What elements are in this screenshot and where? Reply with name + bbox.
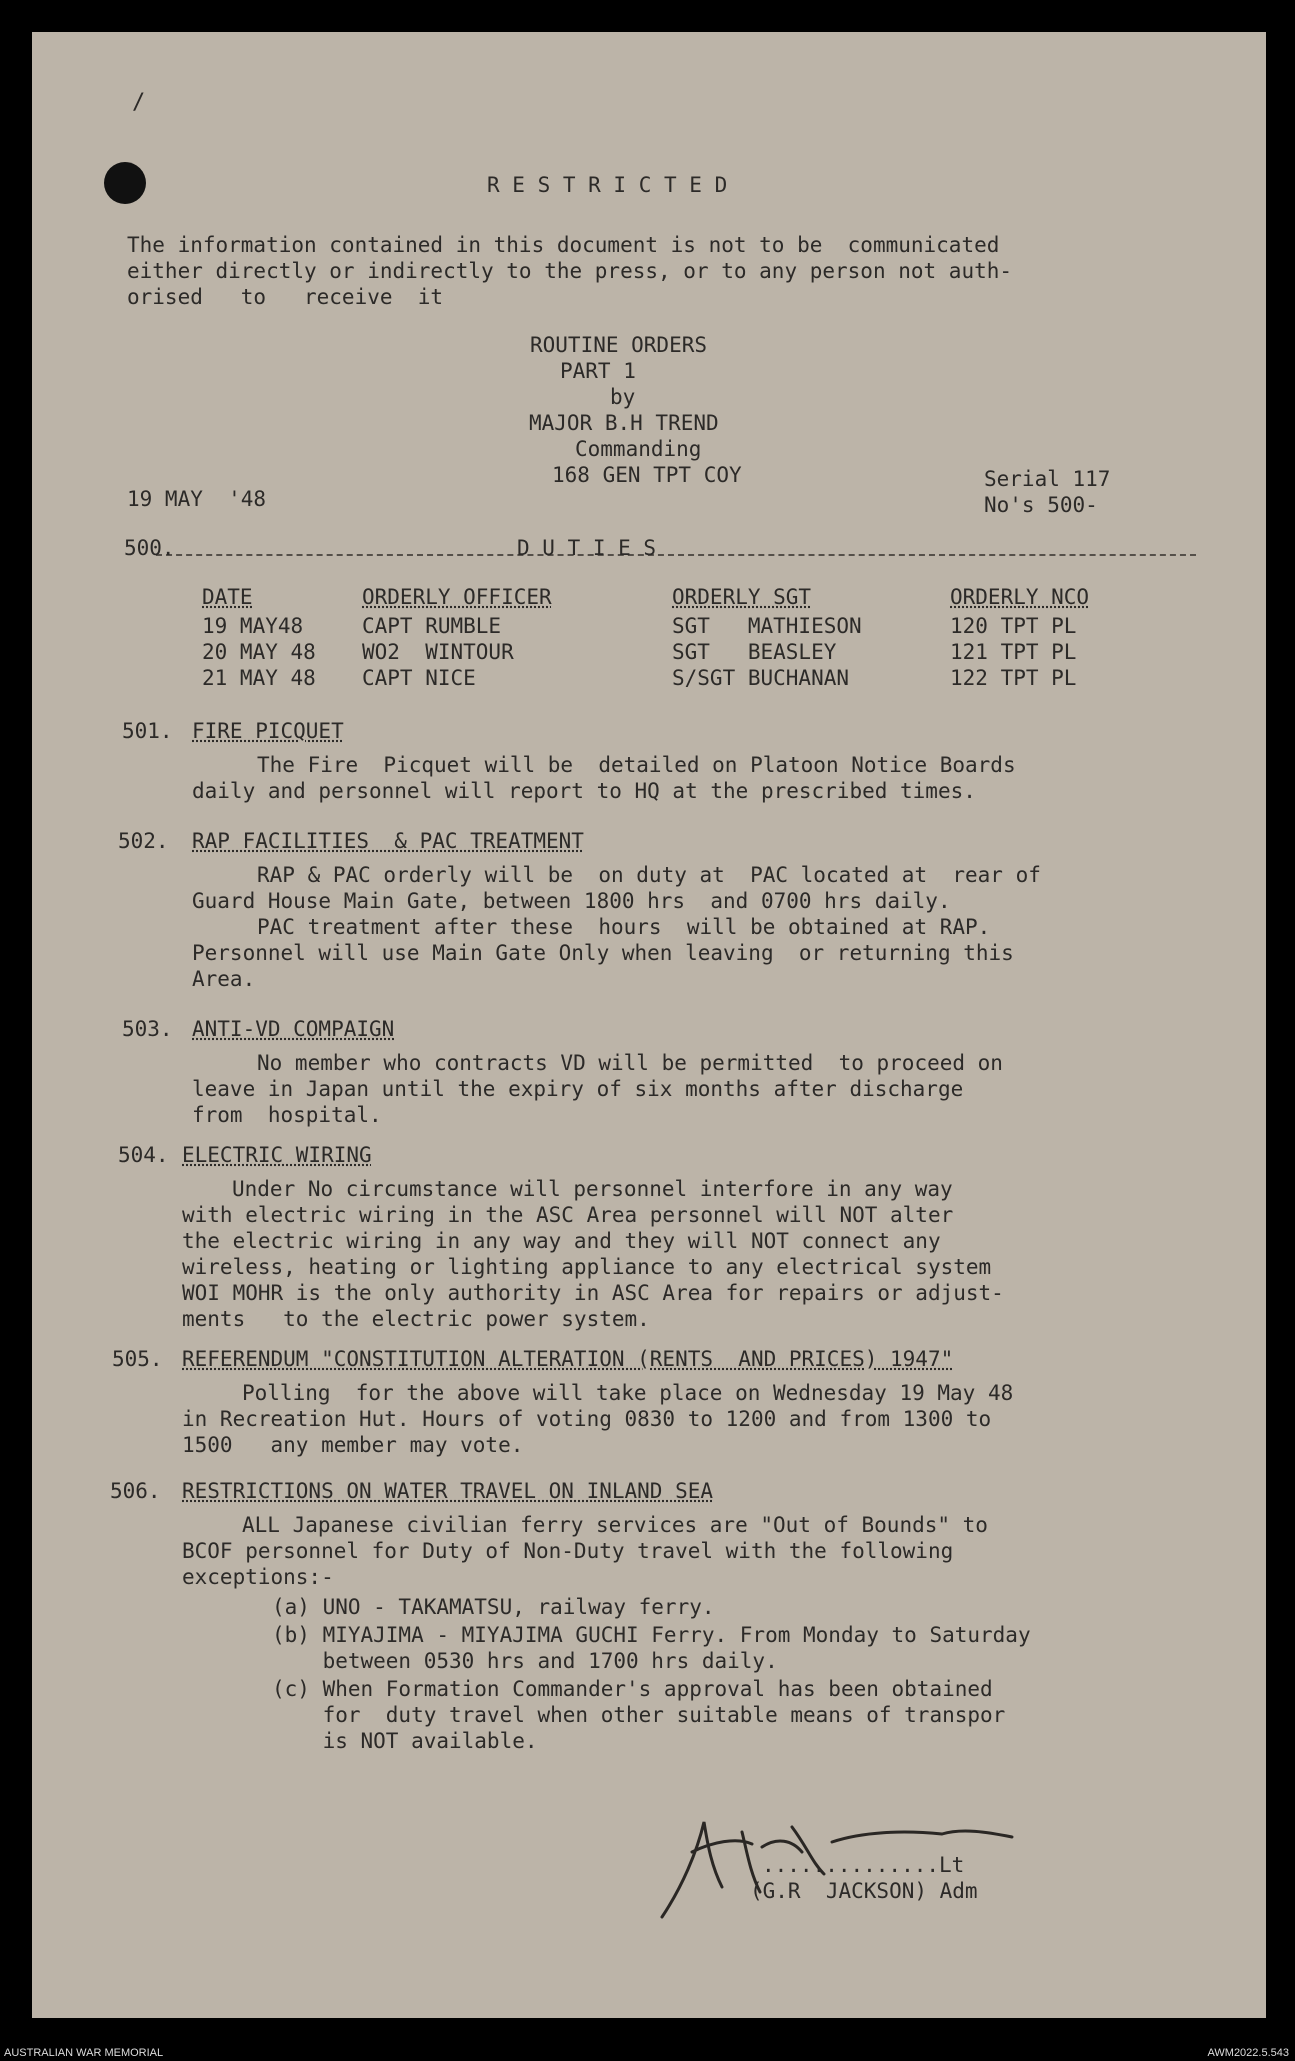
signature-line: ..............Lt (762, 1853, 965, 1877)
notice-line-2: either directly or indirectly to the press, or to any person not auth- (127, 259, 1013, 283)
serial-number: Serial 117 (984, 467, 1111, 491)
title-line-4: MAJOR B.H TREND (529, 411, 719, 435)
footer-institution: AUSTRALIAN WAR MEMORIAL (4, 2047, 164, 2059)
duty-row-2-officer: WO2 WINTOUR (362, 640, 514, 664)
order-numbers: No's 500- (984, 493, 1098, 517)
order-506-exception-c-2: for duty travel when other suitable means of transpor (272, 1703, 1006, 1727)
order-502-number: 502. (118, 829, 169, 853)
signatory-name: (G.R JACKSON) Adm (750, 1879, 978, 1903)
order-503-heading: ANTI-VD COMPAIGN (192, 1017, 395, 1041)
order-502-line-5: Area. (192, 967, 256, 991)
order-505-line-2: in Recreation Hut. Hours of voting 0830 to 1200 and from 1300 to (182, 1407, 992, 1431)
order-502-line-3: PAC treatment after these hours will be obtained at RAP. (257, 915, 991, 939)
order-501-number: 501. (122, 719, 173, 743)
order-506-line-1: ALL Japanese civilian ferry services are "Out of Bounds" to (242, 1513, 988, 1537)
duty-row-2-sgt: SGT BEASLEY (672, 640, 837, 664)
order-504-heading: ELECTRIC WIRING (182, 1143, 372, 1167)
order-506-exception-c-1: (c) When Formation Commander's approval has been obtained (272, 1677, 993, 1701)
order-501-line-1: The Fire Picquet will be detailed on Platoon Notice Boards (257, 753, 1016, 777)
order-502-heading: RAP FACILITIES & PAC TREATMENT (192, 829, 584, 853)
order-504-line-3: the electric wiring in any way and they will NOT connect any (182, 1229, 941, 1253)
order-505-heading: REFERENDUM "CONSTITUTION ALTERATION (RENTS AND PRICES) 1947" (182, 1347, 954, 1371)
document-page (32, 32, 1266, 2018)
duty-row-3-sgt: S/SGT BUCHANAN (672, 666, 850, 690)
order-504-number: 504. (118, 1143, 169, 1167)
footer-accession-number: AWM2022.5.543 (1207, 2047, 1289, 2059)
order-504-line-6: ments to the electric power system. (182, 1307, 650, 1331)
order-506-exception-b-2: between 0530 hrs and 1700 hrs daily. (272, 1649, 778, 1673)
title-line-1: ROUTINE ORDERS (530, 333, 708, 357)
order-506-exception-c-3: is NOT available. (272, 1729, 538, 1753)
margin-mark: / (132, 90, 146, 115)
notice-line-3: orised to receive it (127, 285, 444, 309)
duty-row-1-officer: CAPT RUMBLE (362, 614, 502, 638)
order-502-line-1: RAP & PAC orderly will be on duty at PAC located at rear of (257, 863, 1041, 887)
duties-heading: D U T I E S (517, 536, 657, 560)
order-506-line-3: exceptions:- (182, 1565, 334, 1589)
order-506-line-2: BCOF personnel for Duty of Non-Duty travel with the following (182, 1539, 954, 1563)
title-line-5: Commanding (575, 437, 702, 461)
duties-number: 500. (124, 536, 175, 560)
order-506-exception-a: (a) UNO - TAKAMATSU, railway ferry. (272, 1595, 715, 1619)
order-503-number: 503. (122, 1017, 173, 1041)
notice-line-1: The information contained in this document is not to be communicated (127, 233, 1000, 257)
order-506-number: 506. (110, 1479, 161, 1503)
order-506-exception-b-1: (b) MIYAJIMA - MIYAJIMA GUCHI Ferry. From Monday to Saturday (272, 1623, 1031, 1647)
order-date: 19 MAY '48 (127, 487, 267, 511)
order-501-heading: FIRE PICQUET (192, 719, 344, 743)
order-505-line-1: Polling for the above will take place on Wednesday 19 May 48 (242, 1381, 1014, 1405)
order-501-line-2: daily and personnel will report to HQ at the prescribed times. (192, 779, 976, 803)
order-503-line-1: No member who contracts VD will be permitted to proceed on (257, 1051, 1003, 1075)
duties-column-officer: ORDERLY OFFICER (362, 585, 552, 609)
duty-row-1-sgt: SGT MATHIESON (672, 614, 862, 638)
divider-rule (156, 554, 1196, 556)
order-502-line-2: Guard House Main Gate, between 1800 hrs and 0700 hrs daily. (192, 889, 951, 913)
order-503-line-3: from hospital. (192, 1103, 382, 1127)
duty-row-3-date: 21 MAY 48 (202, 666, 316, 690)
punch-hole (104, 162, 146, 204)
duties-column-date: DATE (202, 585, 253, 609)
order-504-line-1: Under No circumstance will personnel interfore in any way (232, 1177, 953, 1201)
order-502-line-4: Personnel will use Main Gate Only when leaving or returning this (192, 941, 1014, 965)
duty-row-3-officer: CAPT NICE (362, 666, 476, 690)
duties-column-sgt: ORDERLY SGT (672, 585, 812, 609)
title-line-6: 168 GEN TPT COY (552, 463, 742, 487)
duty-row-1-nco: 120 TPT PL (950, 614, 1077, 638)
duty-row-2-nco: 121 TPT PL (950, 640, 1077, 664)
order-504-line-2: with electric wiring in the ASC Area personnel will NOT alter (182, 1203, 954, 1227)
order-504-line-4: wireless, heating or lighting appliance to any electrical system (182, 1255, 992, 1279)
duty-row-3-nco: 122 TPT PL (950, 666, 1077, 690)
restricted-marking: R E S T R I C T E D (487, 173, 728, 197)
duty-row-2-date: 20 MAY 48 (202, 640, 316, 664)
order-506-heading: RESTRICTIONS ON WATER TRAVEL ON INLAND SEA (182, 1479, 714, 1503)
order-505-number: 505. (112, 1347, 163, 1371)
title-line-3: by (610, 385, 636, 409)
title-line-2: PART 1 (560, 359, 636, 383)
duties-column-nco: ORDERLY NCO (950, 585, 1090, 609)
duty-row-1-date: 19 MAY48 (202, 614, 304, 638)
order-504-line-5: WOI MOHR is the only authority in ASC Area for repairs or adjust- (182, 1281, 1004, 1305)
order-505-line-3: 1500 any member may vote. (182, 1433, 524, 1457)
order-503-line-2: leave in Japan until the expiry of six months after discharge (192, 1077, 964, 1101)
